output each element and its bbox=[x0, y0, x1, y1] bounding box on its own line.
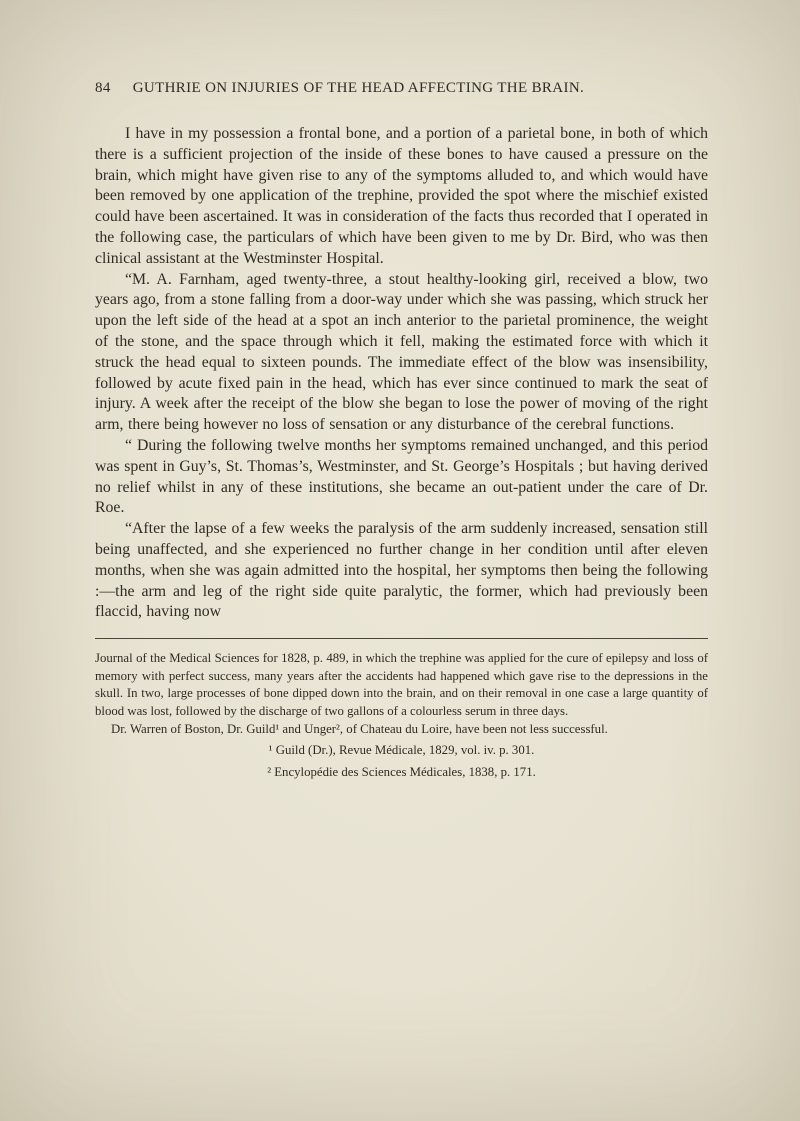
running-title: GUTHRIE ON INJURIES OF THE HEAD AFFECTING THE BRAIN. bbox=[132, 80, 585, 96]
reference-line: ² Encylopédie des Sciences Médicales, 1838, p. 171. bbox=[267, 764, 536, 779]
footnote-paragraph: Dr. Warren of Boston, Dr. Guild¹ and Unger², of Chateau du Loire, have been not less successful. bbox=[111, 721, 608, 736]
body-paragraph: “M. A. Farnham, aged twenty-three, a stout healthy-looking girl, received a blow, two years ago, from a stone falling from a door-way under which she was passing, which struck her upon the left side of the head at a spot an inch anterior to the parietal prominence, the weight of the stone, and the space through which it fell, making the estimated force with which it struck the head equal to sixteen pounds. The immediate effect of the blow was insensibility, followed by acute fixed pain in the head, which has ever since continued to mark the seat of injury. A week after the receipt of the blow she began to lose the power of moving of the right arm, there being however no loss of sensation or any disturbance of the cerebral functions. bbox=[95, 270, 708, 434]
text-column bbox=[95, 80, 708, 781]
running-head bbox=[95, 80, 708, 97]
body-paragraph: “After the lapse of a few weeks the paralysis of the arm suddenly increased, sensation still being unaffected, and she experienced no further change in her condition until after eleven months, when she was again admitted into the hospital, her symptoms then being the following :—the arm and leg of the right side quite paralytic, the former, which had previously been flaccid, having now bbox=[95, 520, 708, 621]
reference-line: ¹ Guild (Dr.), Revue Médicale, 1829, vol. iv. p. 301. bbox=[268, 743, 535, 758]
body-paragraph: I have in my possession a frontal bone, and a portion of a parietal bone, in both of which there is a sufficient projection of the inside of these bones to have caused a pressure on the brain, which might have given rise to any of the symptoms alluded to, and which would have been removed by one application of the trephine, provided the spot where the mischief existed could have been ascertained. It was in consideration of the facts thus recorded that I operated in the following case, the particulars of which have been given to me by Dr. Bird, who was then clinical assistant at the Westminster Hospital. bbox=[95, 125, 708, 267]
page-number: 84 bbox=[95, 80, 111, 96]
footnote-divider bbox=[95, 638, 708, 639]
body-paragraph: “ During the following twelve months her symptoms remained unchanged, and this period was spent in Guy’s, St. Thomas’s, Westminster, and St. George’s Hospitals ; but having derived no relief whilst in any of these institutions, she became an out-patient under the care of Dr. Roe. bbox=[95, 436, 708, 517]
footnote-paragraph: Journal of the Medical Sciences for 1828, p. 489, in which the trephine was applied for the cure of epilepsy and loss of memory with perfect success, many years after the accidents had happened which gave rise to the depressions in the skull. In two, large processes of bone dipped down into the brain, and on their removal in one case a large quantity of blood was lost, followed by the discharge of two gallons of a colourless serum in three days. bbox=[95, 651, 708, 718]
